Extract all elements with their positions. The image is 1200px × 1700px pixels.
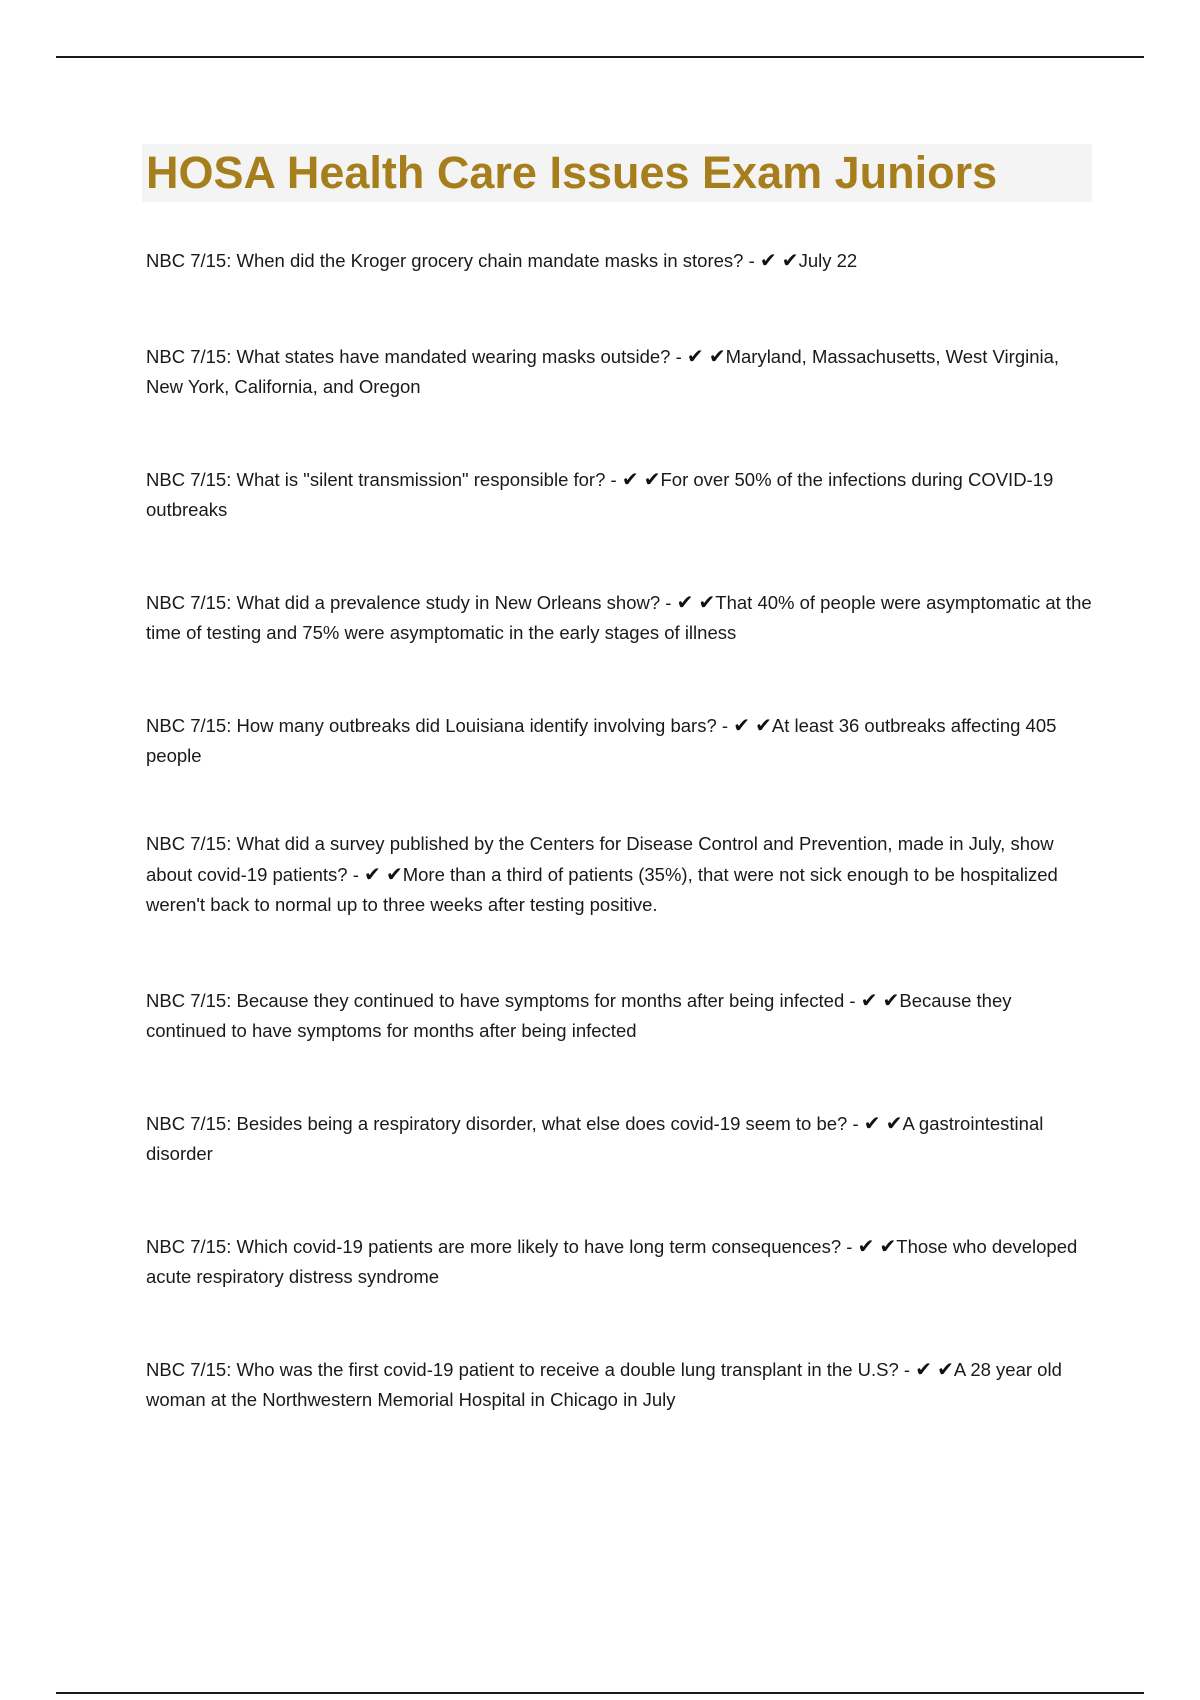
check-icon: ✔ [621, 467, 639, 491]
check-icon: ✔ [733, 713, 750, 737]
question-text: NBC 7/15: How many outbreaks did Louisiana identify involving bars? [146, 715, 717, 736]
check-icon: ✔ [885, 1111, 903, 1135]
qa-item-2 [146, 341, 1092, 402]
question-text: NBC 7/15: Which covid-19 patients are more likely to have long term consequences? [146, 1236, 842, 1257]
check-icon: ✔ [686, 344, 704, 368]
question-text: NBC 7/15: Besides being a respiratory disorder, what else does covid-19 seem to be? [146, 1113, 848, 1134]
check-icon: ✔ [676, 590, 694, 614]
top-rule [56, 56, 1144, 58]
answer-text: Those who developed acute respiratory distress syndrome [146, 1236, 1078, 1287]
check-icon: ✔ [879, 1234, 897, 1258]
check-icon: ✔ [698, 590, 716, 614]
answer-text: July 22 [798, 250, 858, 271]
answer-text: For over 50% of the infections during COVID-19 outbreaks [146, 469, 1054, 520]
check-icon: ✔ [915, 1357, 932, 1381]
bottom-rule [56, 1692, 1144, 1694]
separator: - [847, 1113, 864, 1134]
answer-text: Because they continued to have symptoms for months after being infected [146, 990, 1012, 1041]
separator: - [660, 592, 677, 613]
question-text: NBC 7/15: When did the Kroger grocery chain mandate masks in stores? [146, 250, 744, 271]
check-icon: ✔ [937, 1357, 954, 1381]
check-icon: ✔ [643, 467, 661, 491]
separator: - [347, 864, 365, 885]
qa-item-5 [146, 710, 1092, 771]
qa-item-1 [146, 245, 1092, 276]
check-icon: ✔ [759, 248, 777, 272]
check-icon: ✔ [708, 344, 726, 368]
question-text: NBC 7/15: What did a prevalence study in New Orleans show? [146, 592, 661, 613]
separator: - [898, 1359, 916, 1380]
qa-item-7 [146, 985, 1092, 1046]
question-text: NBC 7/15: Because they continued to have symptoms for months after being infected [146, 990, 845, 1011]
qa-item-3 [146, 464, 1092, 525]
check-icon: ✔ [781, 248, 799, 272]
qa-item-4 [146, 587, 1092, 648]
question-text: NBC 7/15: What states have mandated wearing masks outside? [146, 346, 671, 367]
separator: - [670, 346, 687, 367]
answer-text: A gastrointestinal disorder [146, 1113, 1044, 1164]
answer-text: Maryland, Massachusetts, West Virginia, New York, California, and Oregon [146, 346, 1060, 397]
separator: - [743, 250, 760, 271]
qa-item-10 [146, 1354, 1092, 1415]
answer-text: At least 36 outbreaks affecting 405 people [146, 715, 1057, 766]
answer-text: A 28 year old woman at the Northwestern Memorial Hospital in Chicago in July [146, 1359, 1062, 1410]
separator: - [716, 715, 734, 736]
qa-item-8 [146, 1108, 1092, 1169]
question-text: NBC 7/15: Who was the first covid-19 patient to receive a double lung transplant in the U.S? [146, 1359, 899, 1380]
separator: - [844, 990, 861, 1011]
separator: - [841, 1236, 858, 1257]
check-icon: ✔ [755, 713, 772, 737]
check-icon: ✔ [385, 862, 403, 886]
answer-text: That 40% of people were asymptomatic at the time of testing and 75% were asymptomatic in the early stages of illness [146, 592, 1092, 643]
check-icon: ✔ [882, 988, 900, 1012]
question-text: NBC 7/15: What is "silent transmission" responsible for? [146, 469, 606, 490]
check-icon: ✔ [364, 862, 381, 886]
qa-item-9 [146, 1231, 1092, 1292]
document-title: HOSA Health Care Issues Exam Juniors [146, 147, 998, 198]
separator: - [605, 469, 622, 490]
answer-text: More than a third of patients (35%), that were not sick enough to be hospitalized weren't back to normal up to three weeks after testing positive. [146, 864, 1058, 915]
check-icon: ✔ [857, 1234, 875, 1258]
check-icon: ✔ [860, 988, 878, 1012]
check-icon: ✔ [863, 1111, 881, 1135]
qa-item-6 [146, 829, 1092, 920]
question-text: NBC 7/15: What did a survey published by the Centers for Disease Control and Prevention, made in July, show about covid-19 patients? [146, 833, 1054, 885]
